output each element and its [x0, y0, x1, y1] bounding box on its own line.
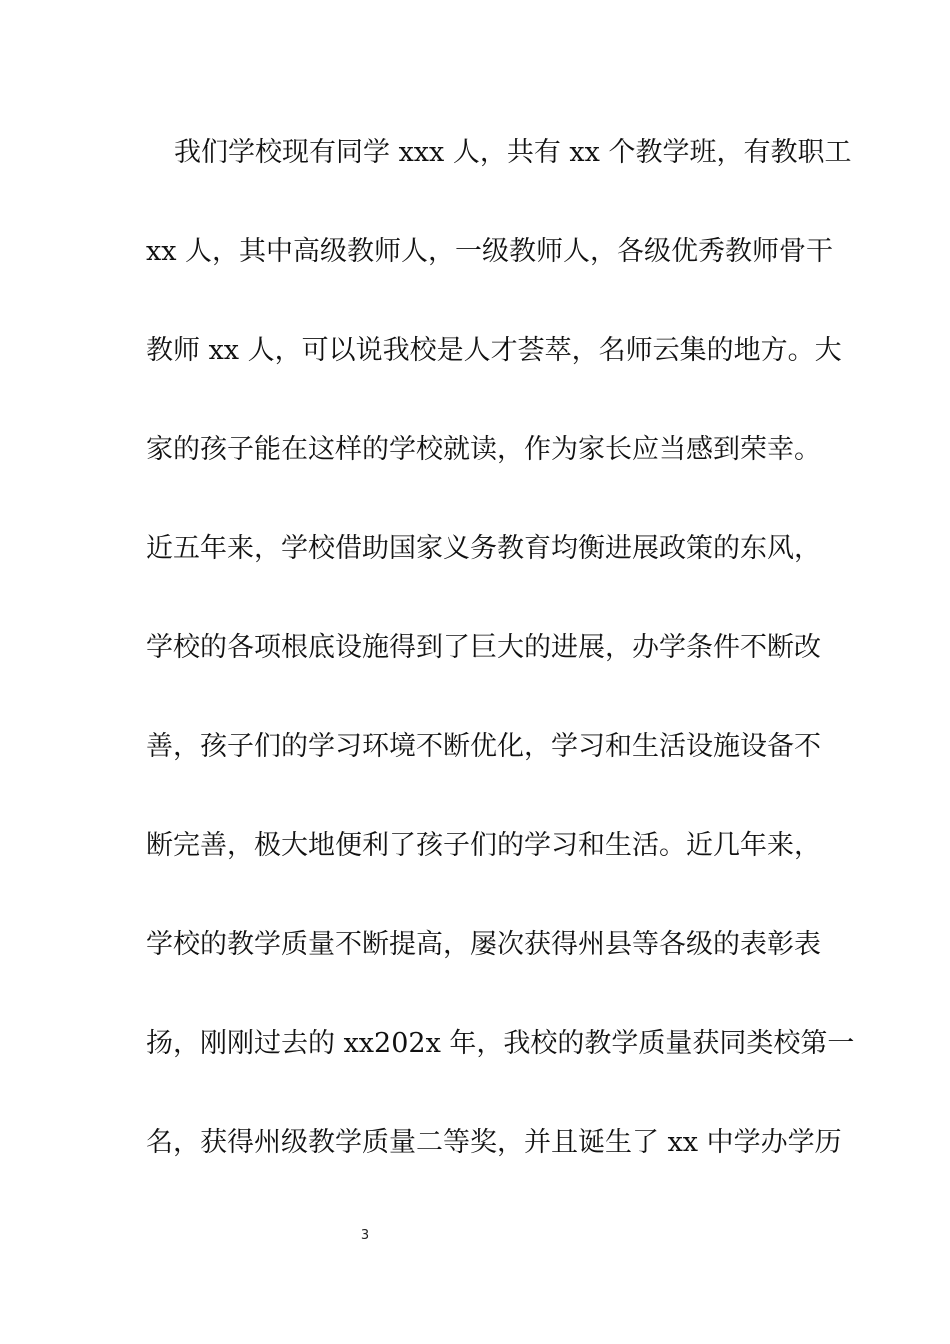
paragraph-line-7: 善，孩子们的学习环境不断优化，学习和生活设施设备不 [146, 731, 821, 762]
paragraph-line-4: 家的孩子能在这样的学校就读，作为家长应当感到荣幸。 [146, 434, 821, 465]
paragraph-line-1: 我们学校现有同学 xxx 人，共有 xx 个教学班，有教职工 [174, 137, 852, 168]
page-number: 3 [360, 1228, 370, 1243]
paragraph-line-8: 断完善，极大地便利了孩子们的学习和生活。近几年来， [146, 830, 821, 861]
paragraph-line-10: 扬，刚刚过去的 xx202x 年，我校的教学质量获同类校第一 [146, 1028, 855, 1059]
paragraph-line-2: xx 人，其中高级教师人，一级教师人，各级优秀教师骨干 [146, 236, 834, 267]
paragraph-line-3: 教师 xx 人，可以说我校是人才荟萃，名师云集的地方。大 [146, 335, 842, 366]
paragraph-line-5: 近五年来，学校借助国家义务教育均衡进展政策的东风， [146, 533, 821, 564]
paragraph-line-9: 学校的教学质量不断提高，屡次获得州县等各级的表彰表 [146, 929, 821, 960]
paragraph-line-6: 学校的各项根底设施得到了巨大的进展，办学条件不断改 [146, 632, 821, 663]
paragraph-line-11: 名，获得州级教学质量二等奖，并且诞生了 xx 中学办学历 [146, 1127, 842, 1158]
